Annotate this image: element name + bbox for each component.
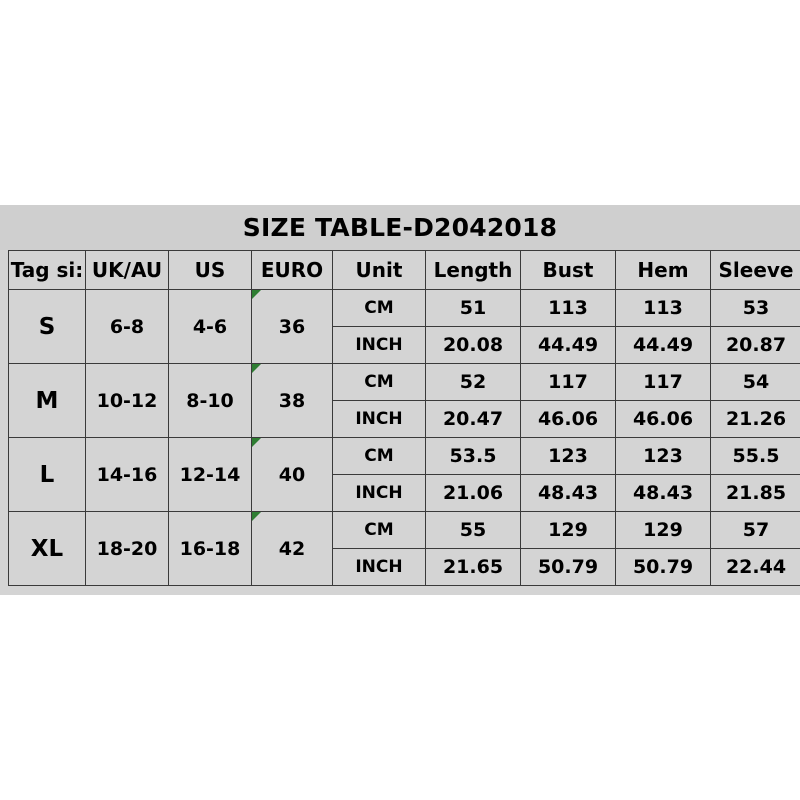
cell-sleeve: 55.5 [711,438,800,475]
cell-us: 12-14 [169,438,252,512]
cell-length: 52 [426,364,521,401]
cell-us: 4-6 [169,290,252,364]
cell-sleeve: 20.87 [711,327,800,364]
cell-bust: 44.49 [521,327,616,364]
cell-unit: CM [333,438,426,475]
cell-unit: CM [333,512,426,549]
size-table [8,250,800,586]
cell-sleeve: 54 [711,364,800,401]
cell-uk-au: 6-8 [86,290,169,364]
header-uk-au: UK/AU [86,251,169,290]
table-row [9,290,800,327]
header-hem: Hem [616,251,711,290]
cell-length: 55 [426,512,521,549]
cell-unit: INCH [333,327,426,364]
table-row [9,512,800,549]
cell-bust: 113 [521,290,616,327]
cell-hem: 50.79 [616,549,711,586]
cell-hem: 129 [616,512,711,549]
cell-uk-au: 18-20 [86,512,169,586]
cell-unit: INCH [333,401,426,438]
cell-length: 20.47 [426,401,521,438]
cell-length: 51 [426,290,521,327]
cell-sleeve: 21.85 [711,475,800,512]
cell-euro: 38 [252,364,333,438]
cell-length: 20.08 [426,327,521,364]
cell-tag-size: M [9,364,86,438]
cell-unit: INCH [333,549,426,586]
header-us: US [169,251,252,290]
cell-us: 8-10 [169,364,252,438]
cell-hem: 117 [616,364,711,401]
cell-bust: 117 [521,364,616,401]
cell-hem: 46.06 [616,401,711,438]
cell-hem: 113 [616,290,711,327]
cell-tag-size: L [9,438,86,512]
cell-bust: 48.43 [521,475,616,512]
header-unit: Unit [333,251,426,290]
table-row [9,438,800,475]
cell-hem: 123 [616,438,711,475]
cell-us: 16-18 [169,512,252,586]
header-euro: EURO [252,251,333,290]
cell-bust: 46.06 [521,401,616,438]
cell-sleeve: 57 [711,512,800,549]
cell-length: 53.5 [426,438,521,475]
cell-tag-size: S [9,290,86,364]
table-header-row [9,251,800,290]
cell-sleeve: 21.26 [711,401,800,438]
cell-sleeve: 53 [711,290,800,327]
cell-uk-au: 10-12 [86,364,169,438]
cell-bust: 123 [521,438,616,475]
cell-bust: 129 [521,512,616,549]
header-tag-size: Tag si: [9,251,86,290]
header-sleeve: Sleeve [711,251,800,290]
size-table-title-bar [0,205,800,250]
cell-unit: INCH [333,475,426,512]
cell-unit: CM [333,290,426,327]
cell-sleeve: 22.44 [711,549,800,586]
cell-euro: 40 [252,438,333,512]
cell-hem: 48.43 [616,475,711,512]
header-length: Length [426,251,521,290]
page-title: SIZE TABLE-D2042018 [242,213,558,242]
cell-length: 21.65 [426,549,521,586]
table-row [9,364,800,401]
cell-length: 21.06 [426,475,521,512]
cell-bust: 50.79 [521,549,616,586]
cell-euro: 42 [252,512,333,586]
cell-hem: 44.49 [616,327,711,364]
cell-unit: CM [333,364,426,401]
cell-euro: 36 [252,290,333,364]
header-bust: Bust [521,251,616,290]
cell-tag-size: XL [9,512,86,586]
cell-uk-au: 14-16 [86,438,169,512]
